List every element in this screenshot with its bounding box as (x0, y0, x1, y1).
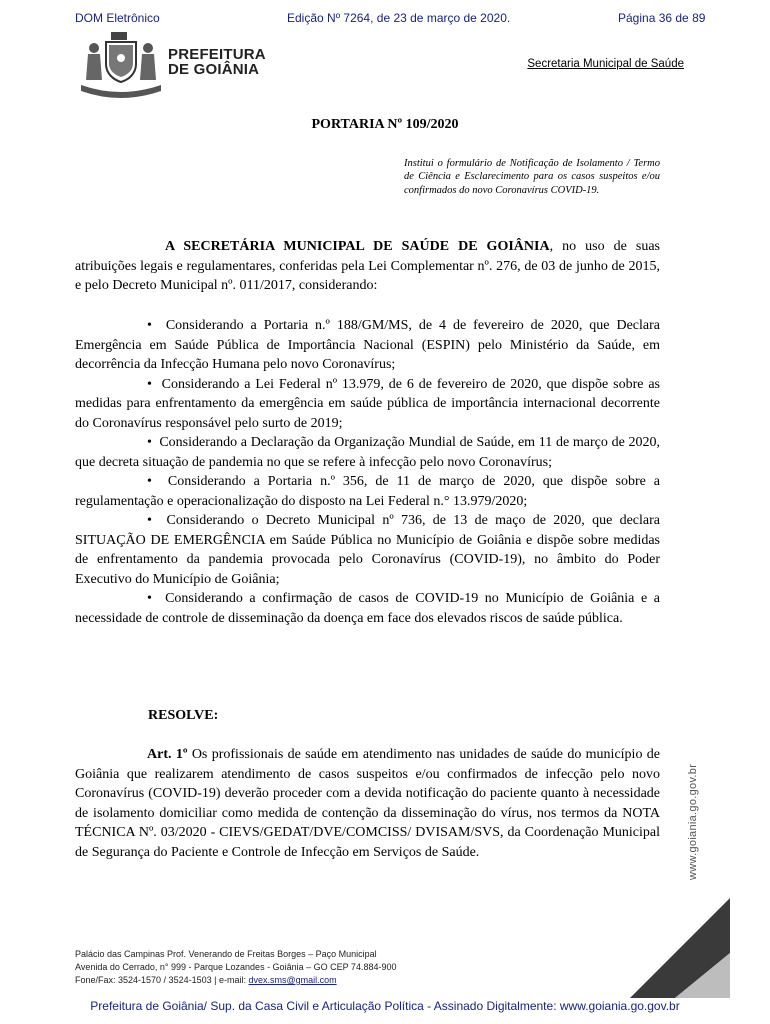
article-1-text: Os profissionais de saúde em atendimento nas unidades de saúde do município de Goiânia que realizarem atendimento de casos suspeitos e/ou confirmados de infecção pelo novo Coronavírus (COVID-19) deverão proceder com a devida notificação do paciente quanto à necessidade de isolamento domiciliar como medida de contenção da disseminação do vírus, nos termos da NOTA TÉCNICA Nº. 03/2020 - CIEVS/GEDAT/DVE/COMCISS/ DVISAM/SVS, da Coordenação Municipal de Segurança do Paciente e Controle de Infecção em Serviços de Saúde. (75, 747, 661, 860)
footer-address (75, 948, 396, 987)
coat-of-arms-icon (76, 30, 166, 102)
considerando-item: • Considerando a Lei Federal nº 13.979, de 6 de fevereiro de 2020, que dispõe sobre as medidas para enfrentamento da emergência em saúde pública de importância internacional decorrente do Coronavírus responsável pelo surto de 2019; (75, 375, 660, 434)
header-page: Página 36 de 89 (618, 11, 706, 25)
bottom-signature-line: Prefeitura de Goiânia/ Sup. da Casa Civil e Articulação Política - Assinado Digitalmente: www.goiania.go.gov.br (90, 999, 680, 1013)
header-publication: DOM Eletrônico (75, 11, 160, 25)
preamble-authority: A SECRETÁRIA MUNICIPAL DE SAÚDE DE GOIÂNIA (165, 239, 550, 254)
preamble-text: , no uso de suas atribuições legais e regulamentares, conferidas pela Lei Complementar nº. 276, de 03 de junho de 2015, e pelo Decreto Municipal nº. 011/2017, considerando: (75, 239, 660, 293)
article-1 (75, 745, 660, 862)
prefeitura-logo (76, 30, 264, 100)
considerando-item: • Considerando o Decreto Municipal nº 736, de 13 de maço de 2020, que declara SITUAÇÃO DE EMERGÊNCIA em Saúde Pública no Município de Goiânia e dispõe sobre medidas de enfrentamento da pandemia provocada pelo Coronavírus (COVID-19), no âmbito do Poder Executivo do Município de Goiânia; (75, 511, 660, 589)
considerando-item: • Considerando a Portaria n.º 356, de 11 de março de 2020, que dispõe sobre a regulamentação e operacionalização do disposto na Lei Federal n.° 13.979/2020; (75, 472, 660, 511)
document-title: PORTARIA Nº 109/2020 (311, 117, 459, 132)
footer-phone: Fone/Fax: 3524-1570 / 3524-1503 | e-mail: (75, 975, 249, 985)
footer-line-1: Palácio das Campinas Prof. Venerando de Freitas Borges – Paço Municipal (75, 949, 377, 959)
logo-wordmark (168, 47, 266, 77)
side-url: www.goiania.go.gov.br (687, 763, 699, 880)
footer-email-link[interactable]: dvex.sms@gmail.com (248, 975, 337, 985)
considerando-item: • Considerando a Declaração da Organização Mundial de Saúde, em 11 de março de 2020, que decreta situação de pandemia no que se refere à infecção pelo novo Coronavírus; (75, 433, 660, 472)
corner-decoration (630, 898, 730, 998)
logo-line-2: DE GOIÂNIA (168, 61, 260, 78)
article-1-label: Art. 1º (147, 747, 188, 762)
considerando-item: • Considerando a Portaria n.º 188/GM/MS, de 4 de fevereiro de 2020, que Declara Emergência em Saúde Pública de Importância Nacional (ESPIN) pelo Ministério da Saúde, em decorrência da Infecção Humana pelo novo Coronavírus; (75, 316, 660, 375)
logo-line-1: PREFEITURA (168, 46, 266, 63)
resolve-heading: RESOLVE: (148, 708, 219, 723)
considerando-item: • Considerando a confirmação de casos de COVID-19 no Município de Goiânia e a necessidade de controle de disseminação da doença em face dos elevados riscos de saúde pública. (75, 589, 660, 628)
summary-ementa: Institui o formulário de Notificação de Isolamento / Termo de Ciência e Esclarecimento para os casos suspeitos e/ou confirmados do novo Coronavírus COVID-19. (404, 158, 660, 196)
considerandos-list (75, 316, 660, 628)
footer-line-3 (75, 974, 396, 987)
footer-line-2: Avenida do Cerrado, n° 999 - Parque Lozandes - Goiânia – GO CEP 74.884-900 (75, 962, 397, 972)
preamble (75, 237, 660, 296)
department-name: Secretaria Municipal de Saúde (527, 58, 684, 70)
header-edition: Edição Nº 7264, de 23 de março de 2020. (287, 11, 511, 25)
